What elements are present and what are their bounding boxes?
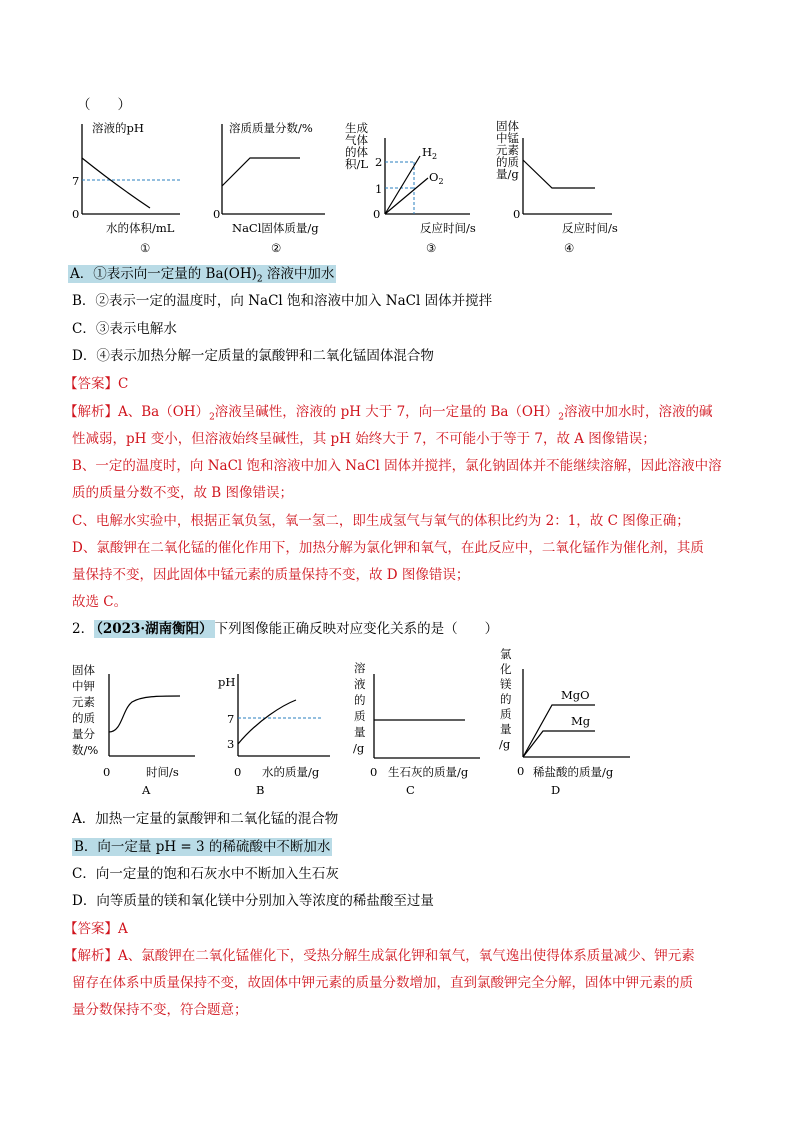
origin-label: 0 (373, 207, 381, 221)
mass-fraction-line (222, 158, 300, 186)
y-axis-label-line: 质 (500, 707, 512, 721)
y-axis-label-line: 的质 (496, 155, 519, 169)
y-axis-label: pH (218, 675, 236, 689)
ph-curve (238, 700, 296, 744)
ytick-1: 1 (375, 182, 383, 196)
explanation-line: 性减弱，pH 变小，但溶液始终呈碱性，其 pH 始终大于 7，不可能小于等于 7，故 A 图像错误； (72, 431, 656, 447)
graph-q2-b (218, 660, 338, 800)
graph-letter: D (551, 783, 561, 797)
o2-label: $O_2$ (429, 170, 444, 186)
x-axis-label: 水的体积/mL (106, 221, 175, 235)
option-c: C．向一定量的饱和石灰水中不断加入生石灰 (72, 866, 339, 882)
y-axis-label-line: 数/% (72, 743, 99, 757)
graph-q1-1 (62, 118, 192, 258)
x-axis-label: 反应时间/s (562, 221, 618, 235)
ytick-3: 3 (227, 737, 235, 751)
y-axis-label-line: 的 (354, 693, 366, 707)
origin-label: 0 (517, 764, 525, 778)
x-axis-label: 生石灰的质量/g (388, 765, 469, 779)
origin-label: 0 (72, 207, 80, 221)
y-axis-label-line: 液 (354, 677, 366, 691)
graph-number: ② (271, 241, 282, 255)
explanation-line: B、一定的温度时，向 NaCl 饱和溶液中加入 NaCl 固体并搅拌，氯化钠固体并不能继续溶解，因此溶液中溶 (72, 458, 722, 474)
graph-letter: C (406, 783, 415, 797)
y-axis-label-line: 元素 (72, 695, 95, 709)
graph-q1-2 (205, 118, 335, 258)
k-fraction-curve (109, 696, 180, 732)
graph-q2-a (70, 660, 200, 800)
y-axis-label-line: 元素 (496, 143, 519, 157)
answer: 【答案】C (64, 376, 129, 392)
explanation-line: 质的质量分数不变，故 B 图像错误； (72, 485, 294, 501)
x-axis-label: 稀盐酸的质量/g (533, 765, 614, 779)
graph-letter: B (256, 783, 265, 797)
x-axis-label: 时间/s (146, 765, 179, 779)
graph-q2-d (495, 645, 645, 800)
x-axis-label: 反应时间/s (420, 221, 476, 235)
y-axis-label: 溶质质量分数/% (229, 121, 313, 135)
option-d: D．向等质量的镁和氧化镁中分别加入等浓度的稀盐酸至过量 (72, 893, 434, 909)
y-axis-label-line: 中钾 (72, 679, 95, 693)
x-axis-label: NaCl固体质量/g (232, 221, 319, 235)
ytick-7: 7 (72, 174, 80, 188)
mn-mass-line (523, 160, 595, 188)
origin-label: 0 (370, 765, 378, 779)
y-axis-label-line: 镁 (500, 677, 512, 691)
y-axis-label-line: 质 (354, 709, 366, 723)
y-axis-label-line: 量/g (496, 167, 519, 181)
explanation-line: 量分数保持不变，符合题意； (72, 1002, 248, 1018)
explanation-line: 【解析】A、氯酸钾在二氧化锰催化下，受热分解生成氯化钾和氧气，氧气逸出使得体系质量减少、钾元素 (64, 948, 695, 964)
y-axis-label-line: 中锰 (496, 131, 519, 145)
graph-number: ③ (426, 241, 437, 255)
y-axis-label-line: 的质 (72, 711, 95, 725)
option-b: B．向一定量 pH = 3 的稀硫酸中不断加水 (74, 839, 331, 855)
y-axis-label-line: 量 (500, 722, 512, 736)
conclusion: 故选 C。 (72, 594, 128, 610)
h2-label: $H_2$ (422, 145, 438, 161)
y-axis-label-line: 量分 (72, 727, 95, 741)
origin-label: 0 (213, 207, 221, 221)
y-axis-label-line: /g (499, 737, 511, 751)
mgo-label: MgO (561, 688, 590, 702)
explanation-line: 留存在体系中质量保持不变，故固体中钾元素的质量分数增加，直到氯酸钾完全分解，固体中钾元素的质 (72, 975, 693, 991)
y-axis-label-line: /g (353, 741, 365, 755)
ytick-2: 2 (375, 155, 383, 169)
answer-paren: （ ） (77, 97, 131, 113)
origin-label: 0 (513, 207, 521, 221)
x-axis-label: 水的质量/g (262, 765, 320, 779)
explanation-line: D、氯酸钾在二氧化锰的催化作用下，加热分解为氯化钾和氧气，在此反应中，二氧化锰作为催化剂，其质 (72, 540, 704, 556)
y-axis-label-line: 化 (500, 662, 512, 676)
explanation-line: 量保持不变，因此固体中锰元素的质量保持不变，故 D 图像错误； (72, 567, 470, 583)
y-axis-label-line: 固体 (72, 663, 95, 677)
question-2-stem: 2． （2023·湖南衡阳） 下列图像能正确反映对应变化关系的是（ ） (72, 621, 499, 637)
explanation-line: C、电解水实验中，根据正氧负氢，氧一氢二，即生成氢气与氧气的体积比约为 2：1，故 C 图像正确； (72, 513, 690, 529)
option-b: B．②表示一定的温度时，向 NaCl 饱和溶液中加入 NaCl 固体并搅拌 (72, 293, 493, 309)
y-axis-label-line: 气体 (345, 133, 368, 147)
origin-label: 0 (103, 765, 111, 779)
o2-line (385, 178, 428, 214)
option-d: D．④表示加热分解一定质量的氯酸钾和二氧化锰固体混合物 (72, 348, 434, 364)
y-axis-label-line: 固体 (496, 119, 519, 133)
explanation-line: 【解析】A、$Ba(OH)_2$溶液呈碱性，溶液的 pH 大于 7，向一定量的 $Ba(OH)_2$溶液中加水时，溶液的碱 (64, 404, 713, 423)
y-axis-label-line: 量 (354, 725, 366, 739)
ph-curve (82, 158, 150, 208)
graph-number: ① (140, 241, 151, 255)
y-axis-label-line: 氯 (500, 647, 512, 661)
graph-letter: A (142, 783, 151, 797)
h2-line (385, 156, 420, 214)
ytick-7: 7 (227, 712, 235, 726)
mg-line (523, 731, 595, 757)
origin-label: 0 (234, 765, 242, 779)
y-axis-label-line: 的 (500, 692, 512, 706)
y-axis-label-line: 生成 (345, 121, 368, 135)
y-axis-label-line: 溶 (354, 661, 366, 675)
graph-q2-c (350, 660, 490, 800)
option-c: C．③表示电解水 (72, 321, 177, 337)
y-axis-label-line: 积/L (345, 157, 369, 171)
y-axis-label: 溶液的pH (92, 121, 144, 135)
graph-number: ④ (564, 241, 575, 255)
graph-q1-3 (340, 118, 480, 258)
answer: 【答案】A (64, 921, 128, 937)
graph-q1-4 (490, 118, 630, 258)
y-axis-label-line: 的体 (345, 145, 368, 159)
mg-label: Mg (571, 714, 591, 728)
option-a: A．加热一定量的氯酸钾和二氧化锰的混合物 (72, 811, 339, 827)
option-a: A．①表示向一定量的 $Ba(OH)_2$ 溶液中加水 (70, 266, 335, 285)
